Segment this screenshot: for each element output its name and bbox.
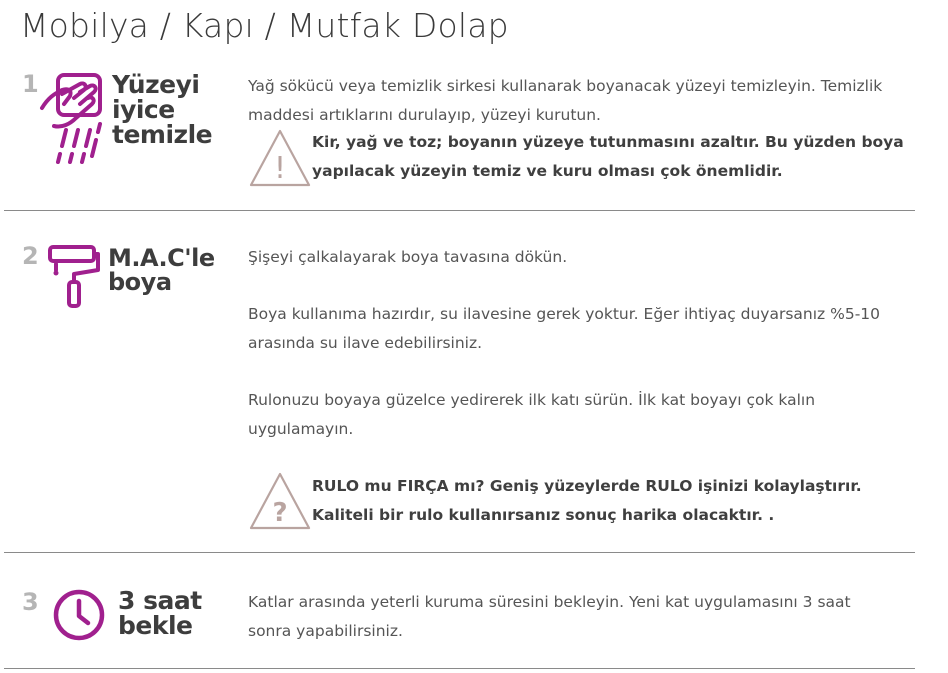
hand-wipe-icon [36,72,106,168]
step-number: 3 [22,588,39,616]
divider [4,668,915,669]
step-description [248,72,888,130]
divider [4,210,915,211]
warning-symbol: ? [272,498,288,528]
note-line: Kaliteli bir rulo kullanırsanız sonuç harika olacaktır. . [312,506,775,524]
step-heading-line: 3 saat [118,586,202,615]
note-line: Kir, yağ ve toz; boyanın yüzeye tutunmasını azaltır. Bu yüzden boya [312,133,904,151]
step-paragraph: Şişeyi çalkalayarak boya tavasına dökün. [248,248,568,266]
warning-note [312,472,912,530]
step-heading-line: Yüzeyi [112,70,200,99]
step-description [248,243,888,444]
step-number: 2 [22,242,39,270]
step-number: 1 [22,70,39,98]
question-warning-icon [248,471,312,535]
step-heading-line: boya [108,268,172,296]
step-description [248,588,888,646]
step-heading [108,246,215,294]
warning-note [312,128,912,186]
warning-symbol: ! [273,151,287,186]
exclamation-warning-icon [248,128,312,192]
note-line: yapılacak yüzeyin temiz ve kuru olması çok önemlidir. [312,162,783,180]
step-heading-line: iyice [112,95,175,124]
step-paragraph: Rulonuzu boyaya güzelce yedirerek ilk katı sürün. İlk kat boyayı çok kalın uygulamayın. [248,391,816,438]
paint-roller-icon [48,244,100,314]
step-paragraph: Boya kullanıma hazırdır, su ilavesine gerek yoktur. Eğer ihtiyaç duyarsanız %5-10 arasında su ilave edebilirsiniz. [248,305,881,352]
step-heading [112,72,212,147]
step-paragraph: Katlar arasında yeterli kuruma süresini bekleyin. Yeni kat uygulamasını 3 saat sonra yapabilirsiniz. [248,593,851,640]
step-heading-line: M.A.C'le [108,244,215,272]
step-paragraph: Yağ sökücü veya temizlik sirkesi kullanarak boyanacak yüzeyi temizleyin. Temizlik maddesi artıklarını durulayıp, yüzeyi kurutun. [248,77,883,124]
clock-icon [52,588,106,646]
step-heading-line: bekle [118,611,193,640]
step-heading [118,588,202,638]
divider [4,552,915,553]
page-title: Mobilya / Kapı / Mutfak Dolap [20,6,509,45]
step-heading-line: temizle [112,120,213,149]
note-line: RULO mu FIRÇA mı? Geniş yüzeylerde RULO işinizi kolaylaştırır. [312,477,862,495]
